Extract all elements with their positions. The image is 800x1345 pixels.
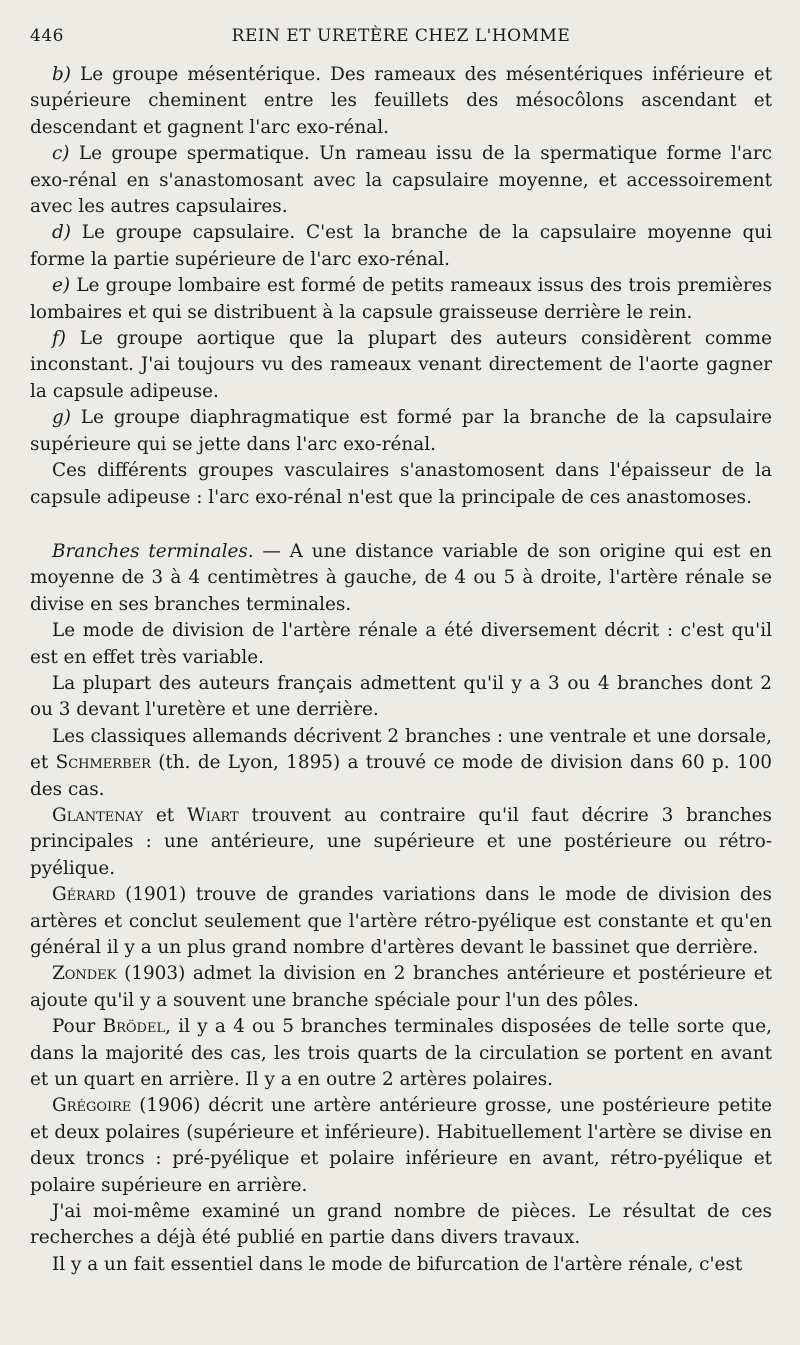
- section-lead: Branches terminales.: [52, 540, 254, 562]
- paragraph-text: Le groupe diaphragmatique est formé par la branche de la capsulaire supérieure qui se jette dans l'arc exo-rénal.: [30, 407, 772, 455]
- paragraph-text: Le groupe mésentérique. Des rameaux des mésentériques inférieure et supérieure cheminent entre les feuillets des mésocôlons ascendant et descendant et gagnent l'arc exo-rénal.: [30, 64, 772, 138]
- paragraph-d: [30, 220, 772, 273]
- paragraph-text: Le groupe aortique que la plupart des auteurs considèrent comme inconstant. J'ai toujours vu des rameaux venant directement de l'aorte gagner la capsule adipeuse.: [30, 328, 772, 402]
- section-gap: [30, 511, 772, 539]
- paragraph-text: (1906) décrit une artère antérieure grosse, une postérieure petite et deux polaires (supérieure et inférieure). Habituellement l'artère se divise en deux troncs : pré-pyélique et polaire inférieure en avant, rétro-pyélique et polaire supérieure en arrière.: [30, 1095, 772, 1196]
- paragraph-text: et: [143, 804, 188, 826]
- author-name: Grégoire: [52, 1095, 132, 1117]
- paragraph-text: Le groupe capsulaire. C'est la branche de la capsulaire moyenne qui forme la partie supérieure de l'arc exo-rénal.: [30, 222, 772, 270]
- paragraph-fait-essentiel: [30, 1252, 772, 1278]
- paragraph-e: [30, 273, 772, 326]
- item-label: f): [52, 328, 66, 350]
- running-title: REIN ET URETÈRE CHEZ L'HOMME: [231, 26, 571, 46]
- author-name: Brödel: [102, 1016, 166, 1038]
- item-label: d): [52, 222, 71, 244]
- paragraph-text: Les classiques allemands décrivent 2 branches : une ventrale et une dorsale, et: [30, 725, 772, 774]
- paragraph-text: (1901) trouve de grandes variations dans le mode de division des artères et conclut seulement que l'artère rétro-pyélique est constante et qu'en général il y a un plus grand nombre d'artères devant le bassinet que derrière.: [30, 884, 772, 958]
- paragraph-gerard: [30, 882, 772, 961]
- author-name: Wiart: [187, 804, 239, 826]
- running-header: [30, 26, 772, 54]
- paragraph-text: Il y a un fait essentiel dans le mode de bifurcation de l'artère rénale, c'est: [52, 1253, 743, 1275]
- paragraph-text: (1903) admet la division en 2 branches antérieure et postérieure et ajoute qu'il y a souvent une branche spéciale pour l'un des pôles.: [30, 963, 772, 1011]
- paragraph-auteurs-francais: [30, 671, 772, 724]
- author-name: Zondek: [52, 963, 117, 985]
- item-label: c): [52, 143, 70, 165]
- author-name: Gérard: [52, 884, 116, 906]
- paragraph-examen-pieces: [30, 1199, 772, 1252]
- paragraph-text: (th. de Lyon, 1895) a trouvé ce mode de division dans 60 p. 100 des cas.: [30, 752, 773, 800]
- paragraph-text: Le mode de division de l'artère rénale a été diversement décrit : c'est qu'il est en effet très variable.: [30, 620, 772, 668]
- paragraph-glantenay: [30, 803, 772, 882]
- paragraph-b: [30, 62, 772, 141]
- paragraph-text: trouvent au contraire qu'il faut décrire 3 branches principales : une antérieure, une supérieure et une postérieure ou rétro-pyélique.: [30, 804, 772, 879]
- paragraph-f: [30, 326, 772, 405]
- author-name: Glantenay: [52, 804, 144, 826]
- paragraph-text: J'ai moi-même examiné un grand nombre de pièces. Le résultat de ces recherches a déjà été publié en partie dans divers travaux.: [30, 1201, 772, 1249]
- item-label: b): [52, 64, 71, 85]
- paragraph-text: Ces différents groupes vasculaires s'anastomosent dans l'épaisseur de la capsule adipeuse : l'arc exo-rénal n'est que la principale de ces anastomoses.: [30, 460, 772, 508]
- paragraph-classiques-allemands: [30, 724, 772, 803]
- paragraph-c: [30, 141, 772, 220]
- paragraph-branches-terminales: [30, 539, 772, 618]
- paragraph-mode-division: [30, 618, 772, 671]
- item-label: g): [52, 407, 71, 429]
- paragraph-text: — A une distance variable de son origine qui est en moyenne de 3 à 4 centimètres à gauche, de 4 ou 5 à droite, l'artère rénale se divise en ses branches terminales.: [30, 540, 772, 615]
- paragraph-text: , il y a 4 ou 5 branches terminales disposées de telle sorte que, dans la majorité des cas, les trois quarts de la circulation se portent en avant et un quart en arrière. Il y a en outre 2 artères polaires.: [30, 1016, 772, 1091]
- paragraph-g: [30, 405, 772, 458]
- paragraph-text: Pour: [52, 1016, 103, 1038]
- paragraph-text: La plupart des auteurs français admettent qu'il y a 3 ou 4 branches dont 2 ou 3 devant l'uretère et une derrière.: [30, 672, 772, 721]
- paragraph-brodel: [30, 1014, 772, 1093]
- item-label: e): [52, 275, 71, 297]
- page-number: 446: [30, 26, 64, 46]
- paragraph-text: Le groupe spermatique. Un rameau issu de la spermatique forme l'arc exo-rénal en s'anastomosant avec la capsulaire moyenne, et accessoirement avec les autres capsulaires.: [30, 143, 772, 218]
- page-body: [30, 62, 772, 1278]
- paragraph-anastomoses: [30, 458, 772, 511]
- paragraph-gregoire: [30, 1093, 772, 1199]
- paragraph-text: Le groupe lombaire est formé de petits rameaux issus des trois premières lombaires et qui se distribuent à la capsule graisseuse derrière le rein.: [30, 275, 772, 323]
- author-name: Schmerber: [55, 752, 151, 774]
- paragraph-zondek: [30, 961, 772, 1014]
